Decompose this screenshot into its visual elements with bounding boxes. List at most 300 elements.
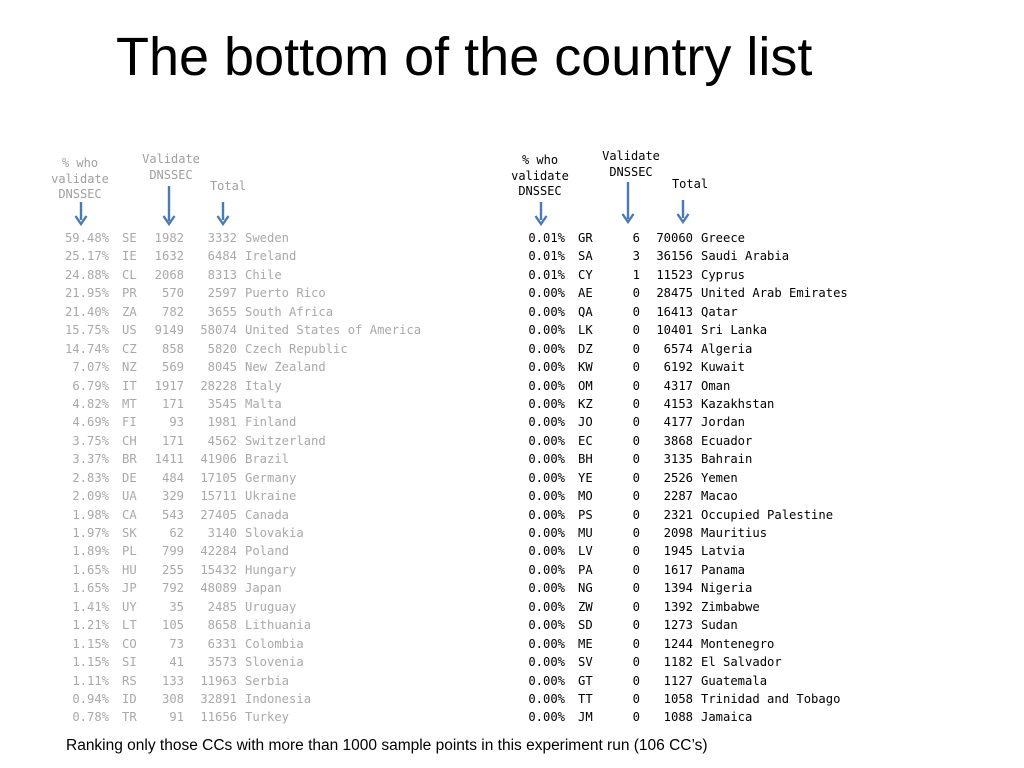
header-total: Total xyxy=(209,179,247,193)
pct-cell: 0.00% xyxy=(528,655,565,670)
validate-cell: 171 xyxy=(161,433,184,448)
validate-cell: 41 xyxy=(169,655,184,670)
down-arrow-icon xyxy=(676,200,690,226)
country-cell: United Arab Emirates xyxy=(701,286,848,301)
country-cell: Macao xyxy=(701,489,738,504)
pct-cell: 0.00% xyxy=(528,304,565,319)
pct-cell: 0.00% xyxy=(528,396,565,411)
pct-cell: 0.00% xyxy=(528,636,565,651)
cc-cell: EC xyxy=(578,433,593,448)
total-cell: 32891 xyxy=(200,691,237,706)
total-cell: 5820 xyxy=(207,341,237,356)
cc-cell: YE xyxy=(578,470,593,485)
pct-cell: 0.00% xyxy=(528,599,565,614)
cc-cell: MU xyxy=(578,526,593,540)
cc-cell: MT xyxy=(122,396,137,411)
country-cell: Sweden xyxy=(245,231,290,245)
table-row xyxy=(0,395,1024,413)
cc-cell: LV xyxy=(578,544,593,559)
pct-cell: 1.41% xyxy=(72,599,109,614)
validate-cell: 3 xyxy=(632,249,640,264)
down-arrow-icon xyxy=(534,202,548,228)
table-row xyxy=(0,653,1024,671)
total-cell: 6192 xyxy=(663,360,693,375)
pct-cell: 2.09% xyxy=(72,489,109,504)
total-cell: 28475 xyxy=(656,286,693,301)
header-validate-dnssec: Validate DNSSEC xyxy=(142,152,200,182)
cc-cell: SV xyxy=(578,655,593,670)
table-row xyxy=(0,635,1024,653)
validate-cell: 0 xyxy=(632,360,640,375)
pct-cell: 0.01% xyxy=(528,267,565,282)
country-cell: Panama xyxy=(701,562,746,577)
pct-cell: 1.65% xyxy=(72,562,109,577)
pct-cell: 4.82% xyxy=(72,396,109,411)
pct-cell: 0.00% xyxy=(528,378,565,393)
cc-cell: ZA xyxy=(122,304,137,319)
pct-cell: 0.00% xyxy=(528,489,565,504)
footer-note: Ranking only those CCs with more than 1000 sample points in this experiment run (106 CC’s) xyxy=(66,737,708,754)
pct-cell: 1.97% xyxy=(72,526,109,540)
cc-cell: ID xyxy=(122,691,137,706)
total-cell: 3140 xyxy=(207,526,237,540)
total-cell: 2597 xyxy=(207,286,237,301)
table-row xyxy=(0,579,1024,597)
country-cell: El Salvador xyxy=(701,655,782,670)
country-cell: Finland xyxy=(245,415,297,430)
pct-cell: 1.89% xyxy=(72,544,109,559)
total-cell: 6484 xyxy=(207,249,237,264)
country-cell: Puerto Rico xyxy=(245,286,326,301)
cc-cell: AE xyxy=(578,286,593,301)
country-cell: Occupied Palestine xyxy=(701,507,834,522)
cc-cell: MO xyxy=(578,489,593,504)
total-cell: 36156 xyxy=(656,249,693,264)
cc-cell: NG xyxy=(578,581,593,596)
total-cell: 3655 xyxy=(207,304,237,319)
pct-cell: 0.00% xyxy=(528,581,565,596)
cc-cell: OM xyxy=(578,378,593,393)
pct-cell: 25.17% xyxy=(64,249,109,264)
validate-cell: 6 xyxy=(632,231,640,245)
validate-cell: 569 xyxy=(161,360,184,375)
table-row xyxy=(0,303,1024,321)
country-cell: Chile xyxy=(245,267,282,282)
pct-cell: 0.00% xyxy=(528,562,565,577)
validate-cell: 91 xyxy=(169,710,184,725)
pct-cell: 0.01% xyxy=(528,249,565,264)
country-cell: Czech Republic xyxy=(245,341,348,356)
cc-cell: HU xyxy=(122,562,137,577)
validate-cell: 0 xyxy=(632,341,640,356)
validate-cell: 543 xyxy=(161,507,184,522)
country-cell: Switzerland xyxy=(245,433,326,448)
validate-cell: 133 xyxy=(161,673,184,688)
validate-cell: 105 xyxy=(161,618,184,633)
cc-cell: CL xyxy=(122,267,137,282)
country-cell: Trinidad and Tobago xyxy=(701,691,841,706)
country-cell: Turkey xyxy=(245,710,290,725)
table-row xyxy=(0,469,1024,487)
total-cell: 2485 xyxy=(207,599,237,614)
pct-cell: 21.95% xyxy=(64,286,109,301)
country-cell: Oman xyxy=(701,378,731,393)
cc-cell: SE xyxy=(122,231,137,245)
validate-cell: 484 xyxy=(161,470,184,485)
pct-cell: 14.74% xyxy=(64,341,109,356)
validate-cell: 1 xyxy=(632,267,640,282)
total-cell: 48089 xyxy=(200,581,237,596)
cc-cell: CO xyxy=(122,636,137,651)
total-cell: 8658 xyxy=(207,618,237,633)
total-cell: 2287 xyxy=(663,489,693,504)
total-cell: 10401 xyxy=(656,323,693,338)
validate-cell: 0 xyxy=(632,470,640,485)
table-row xyxy=(0,247,1024,265)
total-cell: 3545 xyxy=(207,396,237,411)
validate-cell: 0 xyxy=(632,581,640,596)
cc-cell: TR xyxy=(122,710,137,725)
validate-cell: 0 xyxy=(632,286,640,301)
cc-cell: UA xyxy=(122,489,137,504)
country-cell: Hungary xyxy=(245,562,297,577)
total-cell: 11656 xyxy=(200,710,237,725)
cc-cell: JM xyxy=(578,710,593,725)
validate-cell: 62 xyxy=(169,526,184,540)
cc-cell: JO xyxy=(578,415,593,430)
pct-cell: 0.00% xyxy=(528,415,565,430)
validate-cell: 792 xyxy=(161,581,184,596)
cc-cell: NZ xyxy=(122,360,137,375)
cc-cell: KW xyxy=(578,360,593,375)
country-cell: Italy xyxy=(245,378,282,393)
country-cell: Mauritius xyxy=(701,526,768,540)
total-cell: 8045 xyxy=(207,360,237,375)
validate-cell: 1632 xyxy=(154,249,184,264)
table-row xyxy=(0,321,1024,339)
total-cell: 4562 xyxy=(207,433,237,448)
cc-cell: PS xyxy=(578,507,593,522)
table-row xyxy=(0,377,1024,395)
validate-cell: 0 xyxy=(632,526,640,540)
validate-cell: 0 xyxy=(632,673,640,688)
table-row xyxy=(0,266,1024,284)
pct-cell: 1.15% xyxy=(72,655,109,670)
header-validate-dnssec: Validate DNSSEC xyxy=(602,149,660,179)
table-row xyxy=(0,561,1024,579)
header-total: Total xyxy=(671,177,709,191)
validate-cell: 799 xyxy=(161,544,184,559)
cc-cell: FI xyxy=(122,415,137,430)
country-cell: South Africa xyxy=(245,304,334,319)
total-cell: 3332 xyxy=(207,231,237,245)
down-arrow-icon xyxy=(621,182,635,226)
validate-cell: 0 xyxy=(632,378,640,393)
table-row xyxy=(0,284,1024,302)
country-cell: Slovenia xyxy=(245,655,304,670)
validate-cell: 1917 xyxy=(154,378,184,393)
cc-cell: QA xyxy=(578,304,593,319)
country-cell: New Zealand xyxy=(245,360,326,375)
validate-cell: 0 xyxy=(632,415,640,430)
validate-cell: 0 xyxy=(632,433,640,448)
total-cell: 1981 xyxy=(207,415,237,430)
cc-cell: CZ xyxy=(122,341,137,356)
pct-cell: 1.98% xyxy=(72,507,109,522)
cc-cell: SI xyxy=(122,655,137,670)
validate-cell: 73 xyxy=(169,636,184,651)
validate-cell: 0 xyxy=(632,323,640,338)
pct-cell: 59.48% xyxy=(64,231,109,245)
total-cell: 6331 xyxy=(207,636,237,651)
country-cell: Poland xyxy=(245,544,290,559)
total-cell: 42284 xyxy=(200,544,237,559)
cc-cell: BR xyxy=(122,452,137,467)
country-cell: Brazil xyxy=(245,452,290,467)
country-cell: Indonesia xyxy=(245,691,312,706)
total-cell: 15432 xyxy=(200,562,237,577)
validate-cell: 570 xyxy=(161,286,184,301)
cc-cell: CY xyxy=(578,267,593,282)
table-row xyxy=(0,672,1024,690)
total-cell: 11963 xyxy=(200,673,237,688)
table-row xyxy=(0,340,1024,358)
pct-cell: 0.00% xyxy=(528,618,565,633)
validate-cell: 329 xyxy=(161,489,184,504)
pct-cell: 15.75% xyxy=(64,323,109,338)
pct-cell: 0.01% xyxy=(528,231,565,245)
pct-cell: 0.94% xyxy=(72,691,109,706)
cc-cell: DE xyxy=(122,470,137,485)
cc-cell: DZ xyxy=(578,341,593,356)
total-cell: 70060 xyxy=(656,231,693,245)
cc-cell: JP xyxy=(122,581,137,596)
cc-cell: SA xyxy=(578,249,593,264)
pct-cell: 0.00% xyxy=(528,673,565,688)
validate-cell: 2068 xyxy=(154,267,184,282)
pct-cell: 3.75% xyxy=(72,433,109,448)
pct-cell: 21.40% xyxy=(64,304,109,319)
total-cell: 1392 xyxy=(663,599,693,614)
country-cell: Ecuador xyxy=(701,433,753,448)
cc-cell: SK xyxy=(122,526,137,540)
cc-cell: UY xyxy=(122,599,137,614)
table-row xyxy=(0,450,1024,468)
total-cell: 1945 xyxy=(663,544,693,559)
cc-cell: PA xyxy=(578,562,593,577)
total-cell: 4317 xyxy=(663,378,693,393)
total-cell: 8313 xyxy=(207,267,237,282)
cc-cell: LT xyxy=(122,618,137,633)
country-cell: Sri Lanka xyxy=(701,323,768,338)
table-row xyxy=(0,358,1024,376)
total-cell: 4153 xyxy=(663,396,693,411)
validate-cell: 255 xyxy=(161,562,184,577)
validate-cell: 171 xyxy=(161,396,184,411)
country-cell: Nigeria xyxy=(701,581,753,596)
cc-cell: ZW xyxy=(578,599,593,614)
country-cell: Lithuania xyxy=(245,618,312,633)
validate-cell: 308 xyxy=(161,691,184,706)
cc-cell: CH xyxy=(122,433,137,448)
table-row xyxy=(0,598,1024,616)
country-cell: Zimbabwe xyxy=(701,599,760,614)
validate-cell: 0 xyxy=(632,655,640,670)
cc-cell: GT xyxy=(578,673,593,688)
total-cell: 41906 xyxy=(200,452,237,467)
table-row xyxy=(0,690,1024,708)
country-cell: Guatemala xyxy=(701,673,768,688)
cc-cell: ME xyxy=(578,636,593,651)
validate-cell: 0 xyxy=(632,636,640,651)
country-cell: Colombia xyxy=(245,636,304,651)
total-cell: 2321 xyxy=(663,507,693,522)
validate-cell: 0 xyxy=(632,489,640,504)
validate-cell: 9149 xyxy=(154,323,184,338)
country-cell: Kuwait xyxy=(701,360,746,375)
country-cell: Serbia xyxy=(245,673,290,688)
pct-cell: 0.00% xyxy=(528,452,565,467)
country-cell: Malta xyxy=(245,396,282,411)
country-cell: United States of America xyxy=(245,323,422,338)
total-cell: 28228 xyxy=(200,378,237,393)
cc-cell: PR xyxy=(122,286,137,301)
cc-cell: SD xyxy=(578,618,593,633)
slide-title: The bottom of the country list xyxy=(116,27,813,87)
validate-cell: 1411 xyxy=(154,452,184,467)
pct-cell: 0.00% xyxy=(528,710,565,725)
total-cell: 1058 xyxy=(663,691,693,706)
validate-cell: 0 xyxy=(632,691,640,706)
cc-cell: US xyxy=(122,323,137,338)
validate-cell: 0 xyxy=(632,599,640,614)
validate-cell: 1982 xyxy=(154,231,184,245)
header-pct-validate: % who validate DNSSEC xyxy=(511,153,569,198)
country-cell: Ukraine xyxy=(245,489,297,504)
pct-cell: 0.00% xyxy=(528,323,565,338)
down-arrow-icon xyxy=(162,186,176,228)
country-cell: Greece xyxy=(701,231,746,245)
total-cell: 2098 xyxy=(663,526,693,540)
total-cell: 1088 xyxy=(663,710,693,725)
validate-cell: 782 xyxy=(161,304,184,319)
country-cell: Germany xyxy=(245,470,297,485)
cc-cell: KZ xyxy=(578,396,593,411)
total-cell: 1244 xyxy=(663,636,693,651)
table-row xyxy=(0,542,1024,560)
pct-cell: 0.00% xyxy=(528,341,565,356)
table-row xyxy=(0,432,1024,450)
down-arrow-icon xyxy=(74,202,88,228)
table-row xyxy=(0,524,1024,542)
cc-cell: BH xyxy=(578,452,593,467)
validate-cell: 0 xyxy=(632,452,640,467)
pct-cell: 1.65% xyxy=(72,581,109,596)
total-cell: 15711 xyxy=(200,489,237,504)
total-cell: 17105 xyxy=(200,470,237,485)
cc-cell: TT xyxy=(578,691,593,706)
validate-cell: 0 xyxy=(632,710,640,725)
pct-cell: 7.07% xyxy=(72,360,109,375)
country-cell: Montenegro xyxy=(701,636,775,651)
cc-cell: PL xyxy=(122,544,137,559)
country-cell: Cyprus xyxy=(701,267,746,282)
total-cell: 11523 xyxy=(656,267,693,282)
validate-cell: 0 xyxy=(632,618,640,633)
total-cell: 6574 xyxy=(663,341,693,356)
down-arrow-icon xyxy=(216,202,230,228)
country-cell: Algeria xyxy=(701,341,753,356)
pct-cell: 0.00% xyxy=(528,691,565,706)
table-row xyxy=(0,708,1024,726)
total-cell: 1127 xyxy=(663,673,693,688)
cc-cell: IE xyxy=(122,249,137,264)
validate-cell: 0 xyxy=(632,544,640,559)
table-row xyxy=(0,506,1024,524)
total-cell: 58074 xyxy=(200,323,237,338)
cc-cell: CA xyxy=(122,507,137,522)
total-cell: 3868 xyxy=(663,433,693,448)
total-cell: 1617 xyxy=(663,562,693,577)
pct-cell: 0.00% xyxy=(528,507,565,522)
country-cell: Sudan xyxy=(701,618,738,633)
total-cell: 3135 xyxy=(663,452,693,467)
country-cell: Latvia xyxy=(701,544,746,559)
country-cell: Jordan xyxy=(701,415,746,430)
country-cell: Uruguay xyxy=(245,599,297,614)
total-cell: 27405 xyxy=(200,507,237,522)
total-cell: 1182 xyxy=(663,655,693,670)
cc-cell: LK xyxy=(578,323,593,338)
country-cell: Slovakia xyxy=(245,526,304,540)
country-cell: Canada xyxy=(245,507,290,522)
pct-cell: 24.88% xyxy=(64,267,109,282)
country-cell: Jamaica xyxy=(701,710,753,725)
pct-cell: 0.00% xyxy=(528,433,565,448)
table-row xyxy=(0,487,1024,505)
validate-cell: 0 xyxy=(632,304,640,319)
right-rows xyxy=(0,229,1024,727)
country-cell: Bahrain xyxy=(701,452,753,467)
validate-cell: 35 xyxy=(169,599,184,614)
validate-cell: 0 xyxy=(632,562,640,577)
total-cell: 2526 xyxy=(663,470,693,485)
cc-cell: RS xyxy=(122,673,137,688)
pct-cell: 0.00% xyxy=(528,360,565,375)
table-row xyxy=(0,616,1024,634)
table-row xyxy=(0,413,1024,431)
total-cell: 16413 xyxy=(656,304,693,319)
total-cell: 1394 xyxy=(663,581,693,596)
pct-cell: 0.00% xyxy=(528,286,565,301)
pct-cell: 1.15% xyxy=(72,636,109,651)
pct-cell: 0.00% xyxy=(528,526,565,540)
pct-cell: 0.78% xyxy=(72,710,109,725)
total-cell: 3573 xyxy=(207,655,237,670)
pct-cell: 0.00% xyxy=(528,544,565,559)
total-cell: 4177 xyxy=(663,415,693,430)
cc-cell: GR xyxy=(578,231,593,245)
pct-cell: 3.37% xyxy=(72,452,109,467)
pct-cell: 1.11% xyxy=(72,673,109,688)
table-row xyxy=(0,229,1024,247)
country-cell: Japan xyxy=(245,581,282,596)
total-cell: 1273 xyxy=(663,618,693,633)
pct-cell: 4.69% xyxy=(72,415,109,430)
country-cell: Yemen xyxy=(701,470,738,485)
country-cell: Saudi Arabia xyxy=(701,249,790,264)
country-cell: Kazakhstan xyxy=(701,396,775,411)
